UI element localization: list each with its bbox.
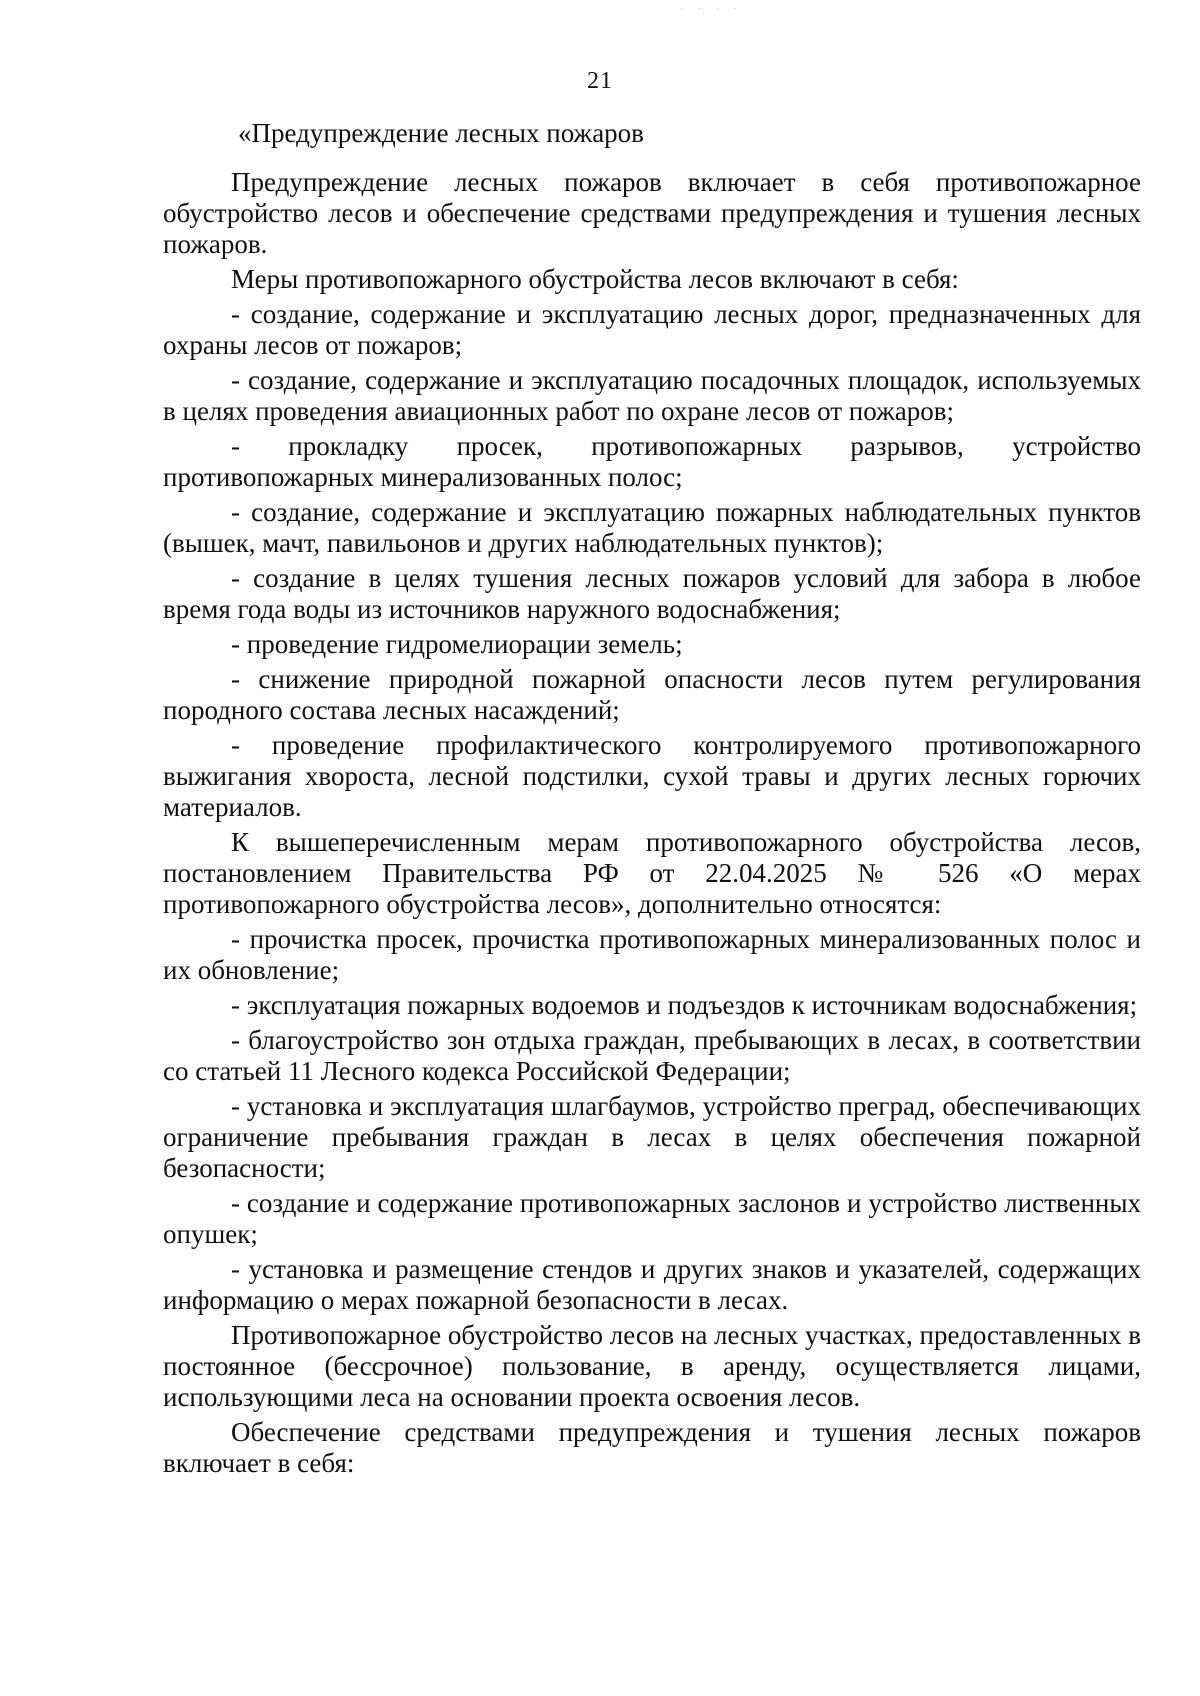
- list-item-barriers: - установка и эксплуатация шлагбаумов, устройство преград, обеспечивающих ограничение пребывания граждан в лесах в целях обеспечения пожарной безопасности;: [163, 1091, 1141, 1183]
- list-item-forest-roads: - создание, содержание и эксплуатацию лесных дорог, предназначенных для охраны лесов от пожаров;: [163, 299, 1141, 360]
- list-item-clearing-maintenance: - прочистка просек, прочистка противопожарных минерализованных полос и их обновление;: [163, 924, 1141, 985]
- list-item-fire-hazard-reduction: - снижение природной пожарной опасности лесов путем регулирования породного состава лесных насаждений;: [163, 664, 1141, 725]
- section-heading: «Предупреждение лесных пожаров: [238, 118, 644, 148]
- list-item-hydro-melioration: - проведение гидромелиорации земель;: [231, 629, 683, 659]
- list-item-water-reservoirs: - эксплуатация пожарных водоемов и подъездов к источникам водоснабжения;: [231, 990, 1138, 1020]
- list-item-water-intake: - создание в целях тушения лесных пожаров условий для забора в любое время года воды из источников наружного водоснабжения;: [163, 563, 1141, 624]
- paragraph-additional-measures: К вышеперечисленным мерам противопожарного обустройства лесов, постановлением Правительства РФ от 22.04.2025 № 526 «О мерах противопожарного обустройства лесов», дополнительно относятся:: [163, 827, 1141, 919]
- paragraph-intro: Предупреждение лесных пожаров включает в себя противопожарное обустройство лесов и обеспечение средствами предупреждения и тушения лесных пожаров.: [163, 167, 1141, 259]
- list-item-clearings: - прокладку просек, противопожарных разрывов, устройство противопожарных минерализованных полос;: [163, 431, 1141, 492]
- page-number: 21: [587, 68, 613, 94]
- document-body: [163, 118, 1141, 1483]
- paragraph-lessees: Противопожарное обустройство лесов на лесных участках, предоставленных в постоянное (бессрочное) пользование, в аренду, осуществляется лицами, использующими леса на основании проекта освоения лесов.: [163, 1320, 1142, 1412]
- list-item-controlled-burning: - проведение профилактического контролируемого противопожарного выжигания хвороста, лесной подстилки, сухой травы и других лесных горючих материалов.: [163, 730, 1141, 822]
- list-item-recreation-zones: - благоустройство зон отдыха граждан, пребывающих в лесах, в соответствии со статьей 11 Лесного кодекса Российской Федерации;: [163, 1025, 1141, 1086]
- paragraph-means-provision: Обеспечение средствами предупреждения и тушения лесных пожаров включает в себя:: [163, 1417, 1141, 1478]
- paragraph-measures-lead: Меры противопожарного обустройства лесов включают в себя:: [231, 264, 959, 294]
- list-item-info-stands: - установка и размещение стендов и других знаков и указателей, содержащих информацию о мерах пожарной безопасности в лесах.: [163, 1254, 1141, 1315]
- list-item-firebreaks: - создание и содержание противопожарных заслонов и устройство лиственных опушек;: [163, 1188, 1141, 1249]
- scan-artifact: · · · ·: [680, 4, 743, 15]
- list-item-observation-points: - создание, содержание и эксплуатацию пожарных наблюдательных пунктов (вышек, мачт, павильонов и других наблюдательных пунктов);: [163, 497, 1141, 558]
- list-item-landing-sites: - создание, содержание и эксплуатацию посадочных площадок, используемых в целях проведения авиационных работ по охране лесов от пожаров;: [163, 365, 1141, 426]
